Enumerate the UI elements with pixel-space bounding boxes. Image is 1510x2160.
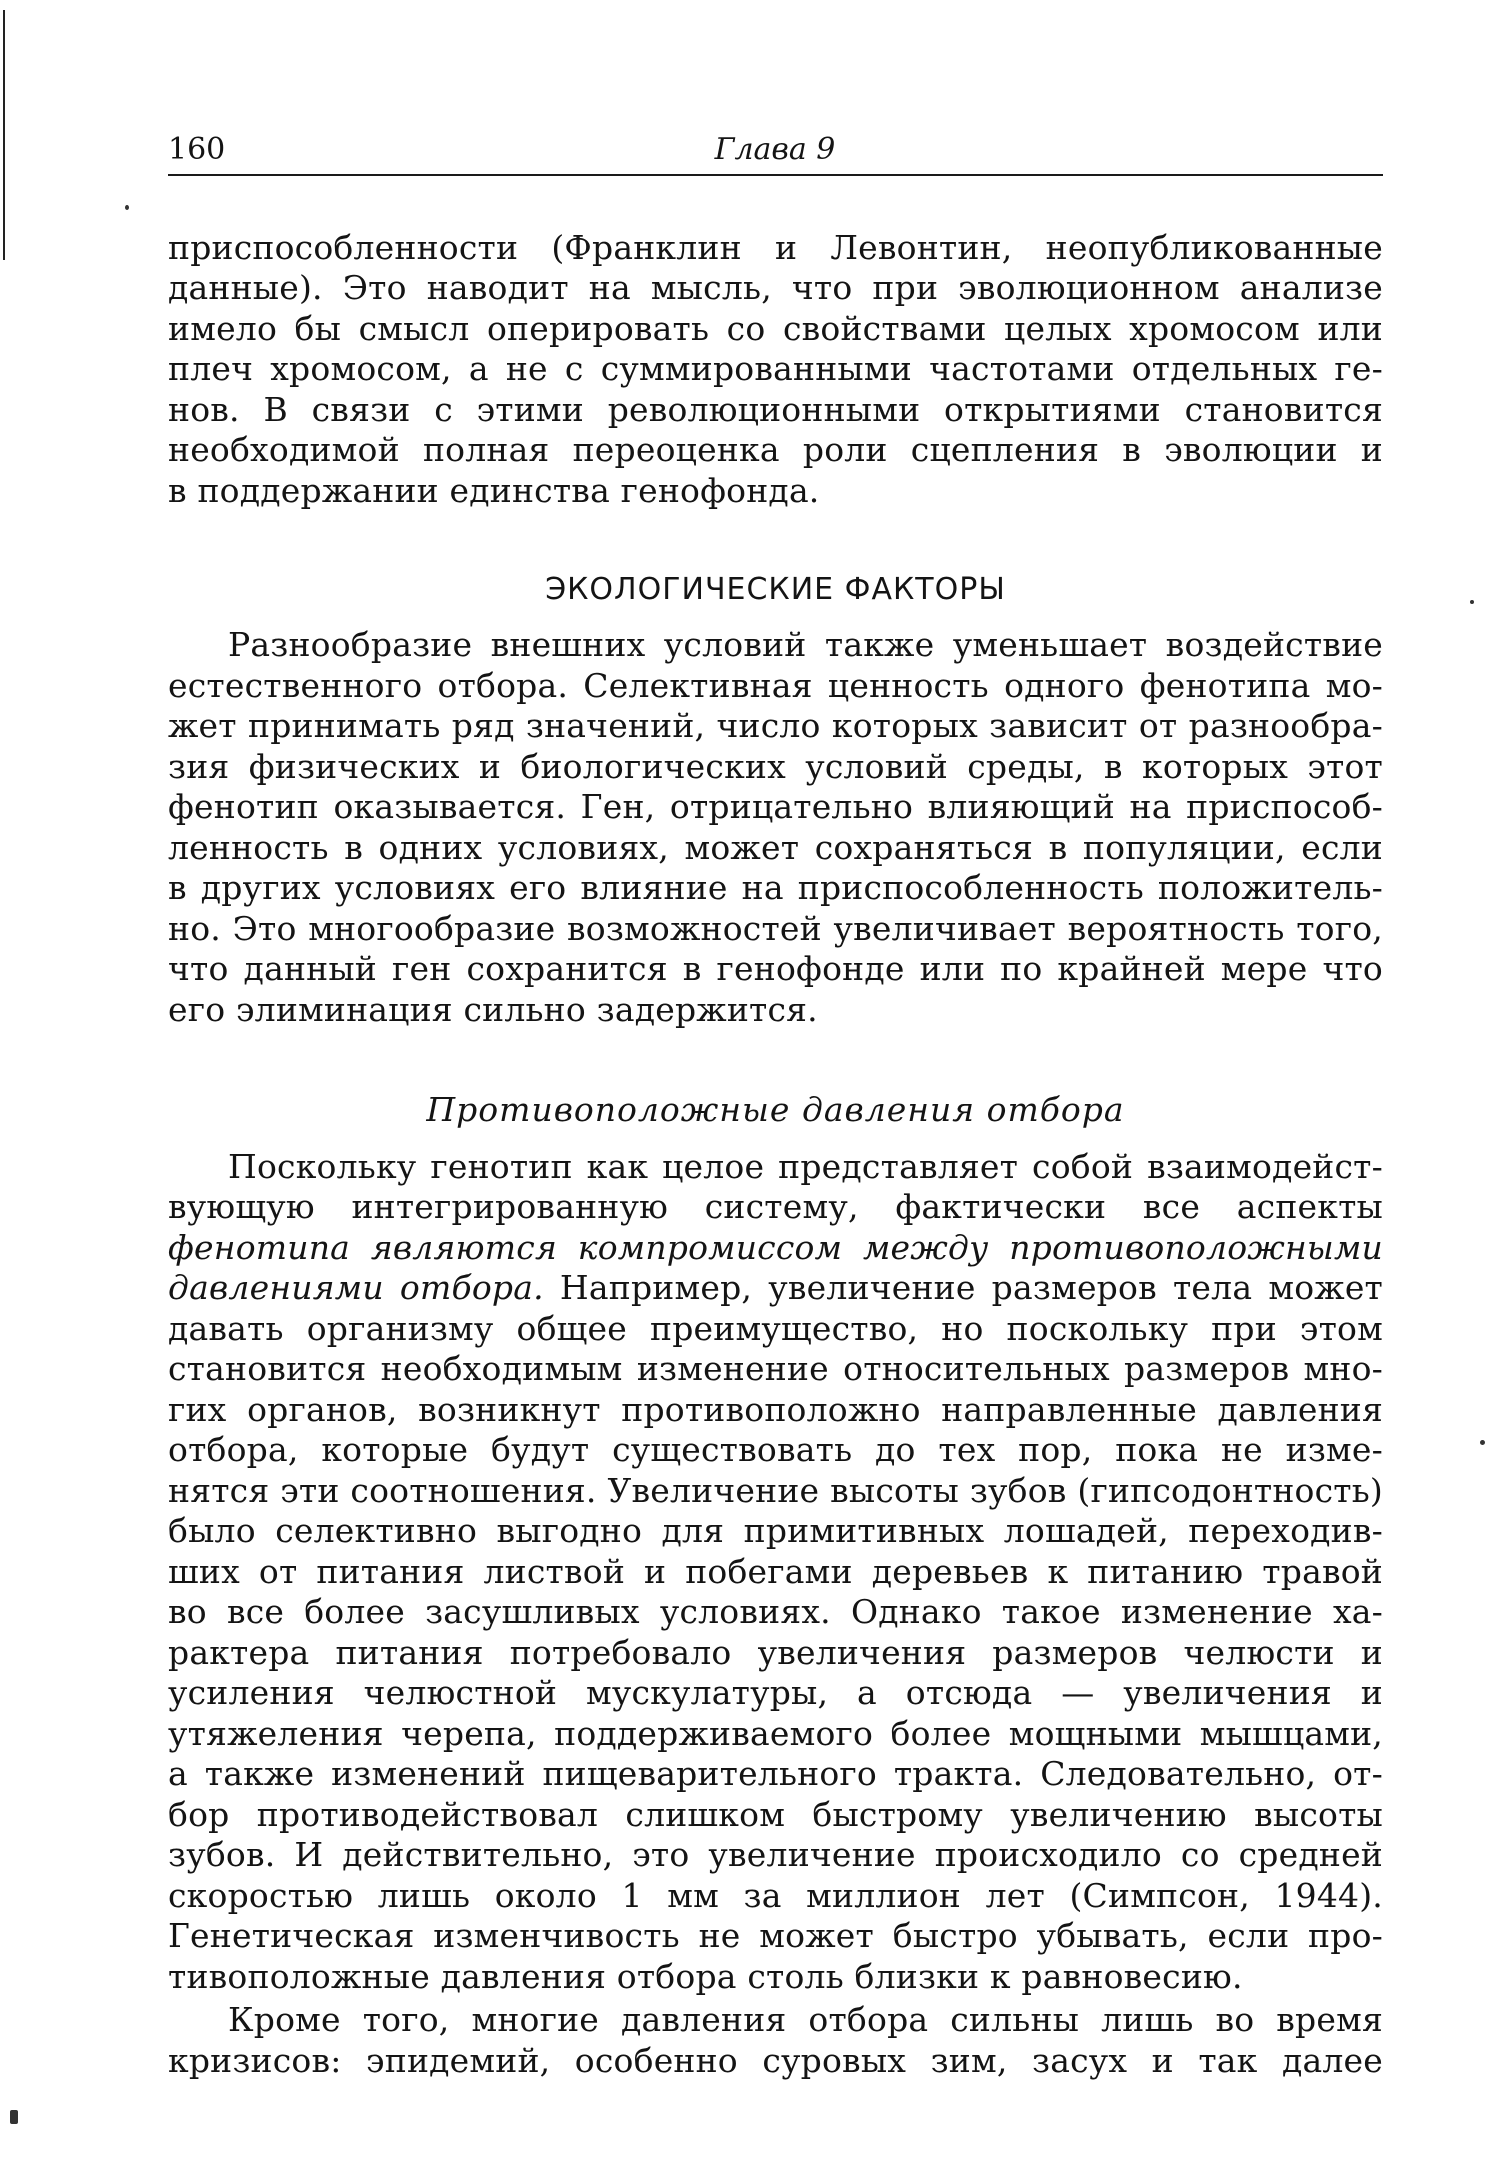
text-line: имело бы смысл оперировать со свойствами целых хромосом или	[168, 309, 1383, 348]
text-line: в других условиях его влияние на приспособленность положитель-	[168, 868, 1383, 907]
text-line: скоростью лишь около 1 мм за миллион лет (Симпсон, 1944).	[168, 1876, 1383, 1915]
scan-speck	[1470, 600, 1474, 604]
header-rule	[168, 174, 1383, 176]
text-line: в поддержании единства генофонда.	[168, 471, 820, 510]
text-line: тивоположные давления отбора столь близки к равновесию.	[168, 1957, 1243, 1996]
scan-speck	[1480, 1440, 1485, 1445]
page-number: 160	[168, 132, 226, 167]
section-heading-ecological: ЭКОЛОГИЧЕСКИЕ ФАКТОРЫ	[545, 572, 1006, 607]
text-line: а также изменений пищеварительного тракта. Следовательно, от-	[168, 1754, 1383, 1793]
text-line: ленность в одних условиях, может сохраняться в популяции, если	[168, 828, 1383, 867]
emphasis-text: давлениями отбора.	[168, 1268, 544, 1307]
text-line	[168, 1268, 1383, 1308]
text-line: данные). Это наводит на мысль, что при эволюционном анализе	[168, 268, 1383, 307]
text-line: Генетическая изменчивость не может быстро убывать, если про-	[168, 1916, 1383, 1955]
text-line: его элиминация сильно задержится.	[168, 990, 818, 1029]
text-line: Кроме того, многие давления отбора сильны лишь во время	[228, 2000, 1383, 2039]
running-title: Глава 9	[714, 132, 836, 167]
text-line: было селективно выгодно для примитивных лошадей, переходив-	[168, 1511, 1383, 1550]
text-line: кризисов: эпидемий, особенно суровых зим, засух и так далее	[168, 2041, 1383, 2080]
text-line: давать организму общее преимущество, но поскольку при этом	[168, 1309, 1383, 1348]
text-line: во все более засушливых условиях. Однако такое изменение ха-	[168, 1592, 1383, 1631]
text-line: зубов. И действительно, это увеличение происходило со средней	[168, 1835, 1383, 1874]
text-line: становится необходимым изменение относительных размеров мно-	[168, 1349, 1383, 1388]
text-line: ших от питания листвой и побегами деревьев к питанию травой	[168, 1552, 1383, 1591]
text-line: естественного отбора. Селективная ценность одного фенотипа мо-	[168, 666, 1383, 705]
text-line: плеч хромосом, а не с суммированными частотами отдельных ге-	[168, 349, 1383, 388]
text-line: усиления челюстной мускулатуры, а отсюда — увеличения и	[168, 1673, 1383, 1712]
text-line: жет принимать ряд значений, число которых зависит от разнообра-	[168, 706, 1383, 745]
emphasis-line: фенотипа являются компромиссом между противоположными	[168, 1228, 1383, 1267]
text-line: что данный ген сохранится в генофонде или по крайней мере что	[168, 949, 1383, 988]
text-line: зия физических и биологических условий среды, в которых этот	[168, 747, 1383, 786]
text-line: но. Это многообразие возможностей увеличивает вероятность того,	[168, 909, 1383, 948]
text-span: Например, увеличение размеров тела может	[543, 1268, 1383, 1307]
text-line: приспособленности (Франклин и Левонтин, неопубликованные	[168, 228, 1383, 267]
scan-speck	[125, 205, 129, 210]
section-heading-opposing: Противоположные давления отбора	[426, 1090, 1125, 1129]
text-line: вующую интегрированную систему, фактически все аспекты	[168, 1187, 1383, 1226]
text-line: Поскольку генотип как целое представляет собой взаимодейст-	[228, 1147, 1383, 1186]
text-line: фенотип оказывается. Ген, отрицательно влияющий на приспособ-	[168, 787, 1383, 826]
text-line: гих органов, возникнут противоположно направленные давления	[168, 1390, 1383, 1429]
text-line: отбора, которые будут существовать до тех пор, пока не изме-	[168, 1430, 1383, 1469]
text-line: рактера питания потребовало увеличения размеров челюсти и	[168, 1633, 1383, 1672]
text-line: Разнообразие внешних условий также уменьшает воздействие	[228, 625, 1383, 664]
scan-speck	[10, 2110, 18, 2124]
text-line: бор противодействовал слишком быстрому увеличению высоты	[168, 1795, 1383, 1834]
text-line: нятся эти соотношения. Увеличение высоты зубов (гипсодонтность)	[168, 1471, 1383, 1510]
text-line: утяжеления черепа, поддерживаемого более мощными мышцами,	[168, 1714, 1383, 1753]
text-line: нов. В связи с этими революционными открытиями становится	[168, 390, 1383, 429]
text-line: необходимой полная переоценка роли сцепления в эволюции и	[168, 430, 1383, 469]
